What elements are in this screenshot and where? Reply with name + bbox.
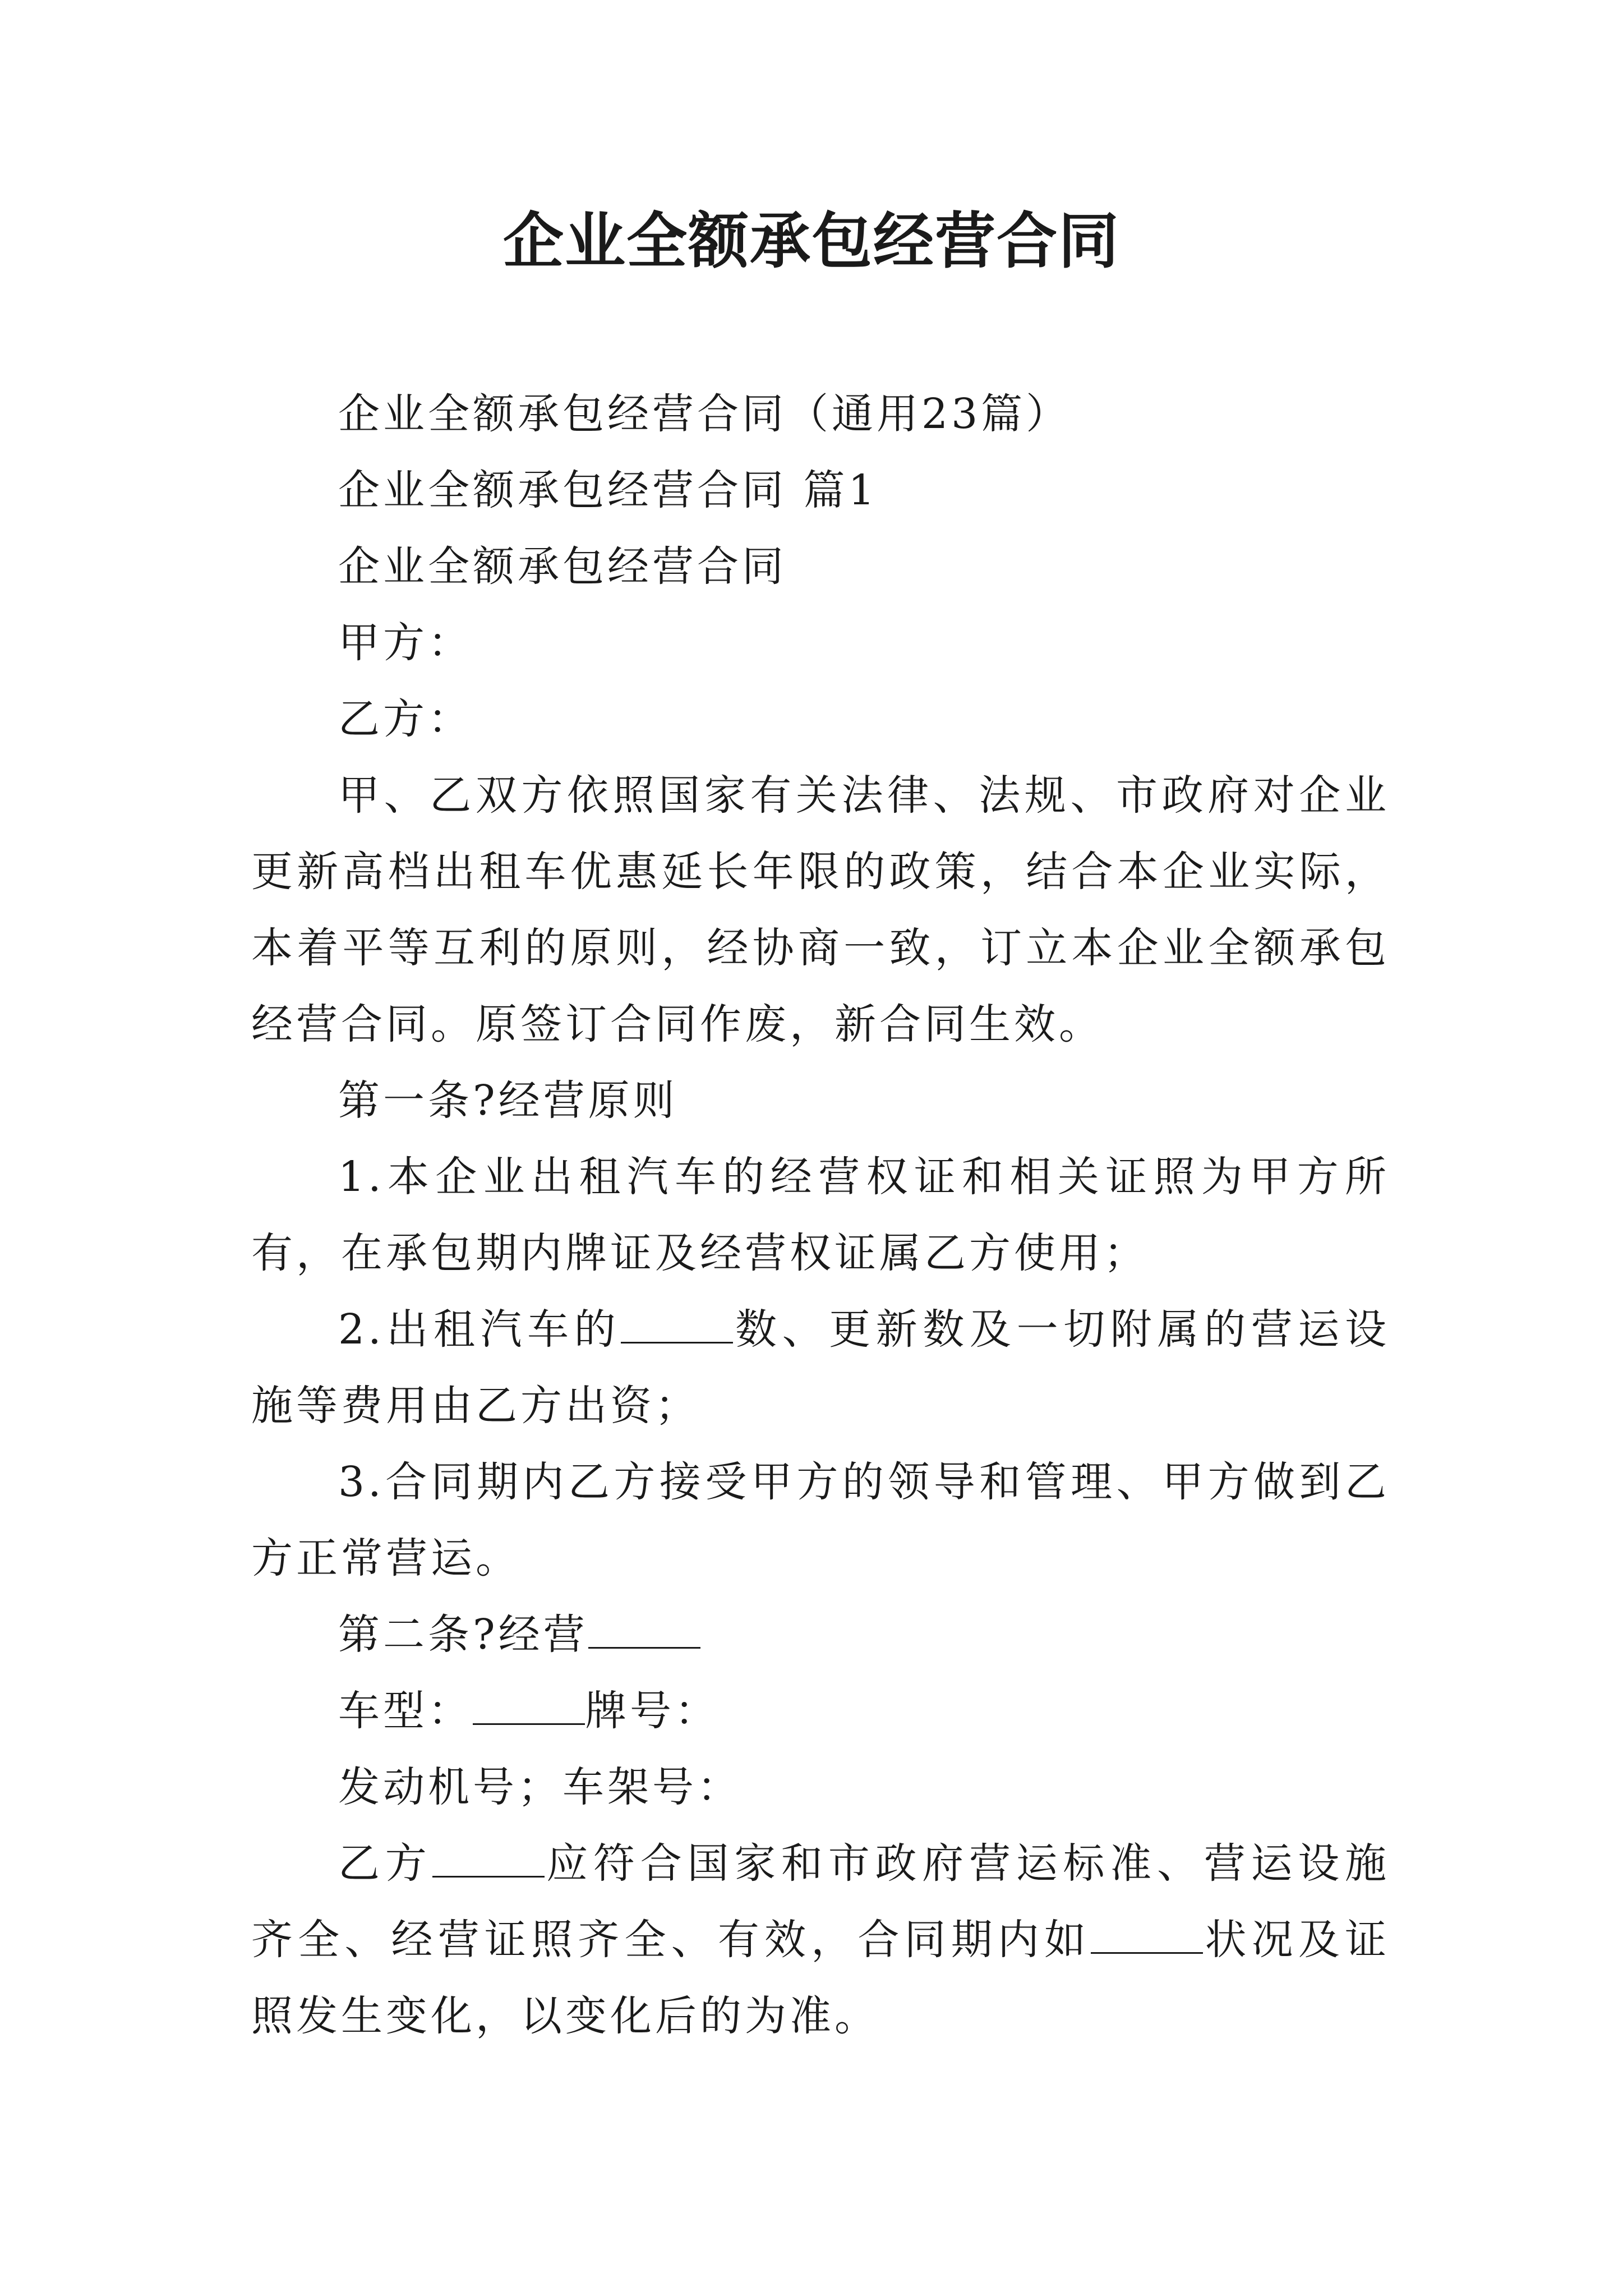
vehicle-type-label: 车型：	[338, 1687, 473, 1735]
part-heading: 企业全额承包经营合同 篇1	[338, 466, 878, 514]
intro-paragraph: 甲、乙双方依照国家有关法律、法规、市政府对企业更新高档出租车优惠延长年限的政策，结合本企业实际，本着平等互利的原则，经协商一致，订立本企业全额承包经营合同。原签订合同作废，新合同生效。	[251, 771, 1390, 1048]
item-2-text-end: 数、更新数及一切附属的营运设施等费用由乙方出资；	[251, 1305, 1390, 1430]
party-b-line: 乙方：	[338, 695, 473, 743]
plate-number-label: 牌号：	[585, 1687, 720, 1735]
article-1-item-3: 3.合同期内乙方接受甲方的领导和管理、甲方做到乙方正常营运。	[251, 1458, 1390, 1582]
final-text-middle: 应符合国家和市政府营运标准、营运设施齐全、经营证照齐全、有效，合同期内如	[251, 1839, 1390, 1964]
document-title: 企业全额承包经营合同	[502, 206, 1120, 277]
contract-name: 企业全额承包经营合同	[338, 542, 787, 591]
engine-frame-line: 发动机号；车架号：	[338, 1763, 742, 1811]
article-1-heading: 第一条?经营原则	[338, 1076, 678, 1125]
article-2-heading-text: 第二条?经营	[338, 1611, 588, 1659]
final-paragraph	[251, 1825, 1390, 2054]
final-text-end: 状况及证照发生变化，以变化后的为准。	[251, 1916, 1390, 2040]
vehicle-info-line	[251, 1673, 1390, 1749]
fill-in-blank	[1091, 1917, 1203, 1954]
item-2-text-start: 2.出租汽车的	[338, 1305, 621, 1354]
article-2-heading	[251, 1596, 1390, 1673]
final-text-start: 乙方	[338, 1839, 432, 1888]
subtitle-line: 企业全额承包经营合同（通用23篇）	[338, 390, 1071, 438]
fill-in-blank	[621, 1306, 733, 1343]
party-a-line: 甲方：	[338, 619, 473, 667]
article-1-item-2	[251, 1291, 1390, 1444]
article-1-item-1: 1.本企业出租汽车的经营权证和相关证照为甲方所有，在承包期内牌证及经营权证属乙方使用；	[251, 1153, 1390, 1277]
document-body	[251, 376, 1390, 2054]
fill-in-blank	[588, 1612, 700, 1649]
fill-in-blank	[432, 1841, 545, 1878]
fill-in-blank	[473, 1688, 585, 1725]
